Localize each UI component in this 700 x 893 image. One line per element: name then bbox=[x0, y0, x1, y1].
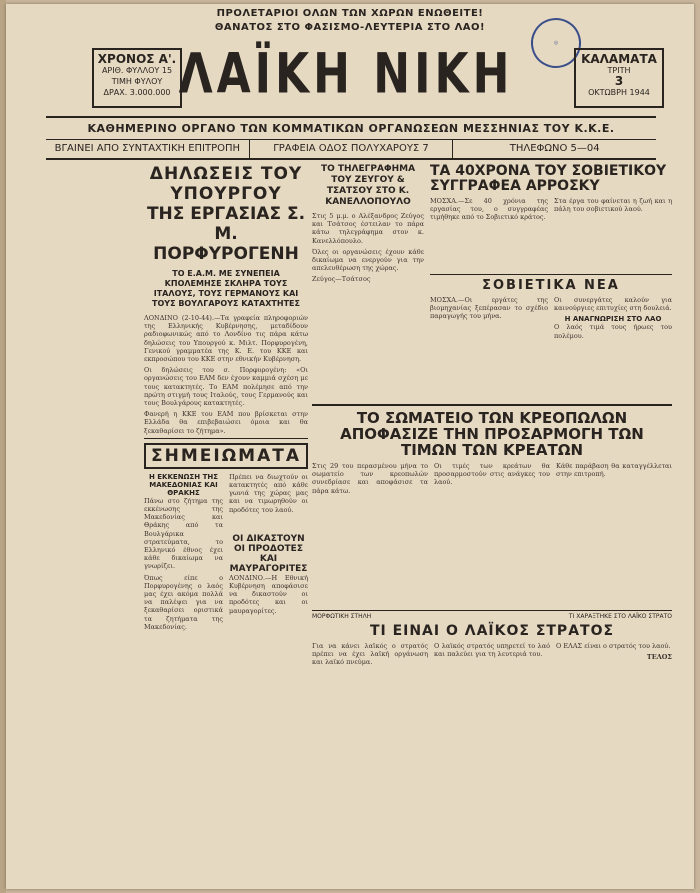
motto-line-2: ΘΑΝΑΤΟΣ ΣΤΟ ΦΑΣΙΣΜΟ-ΛΕΥΤΕΡΙΑ ΣΤΟ ΛΑΟ! bbox=[214, 22, 486, 33]
newspaper-title: ΛΑΪΚΗ ΝΙΚΗ bbox=[178, 42, 514, 107]
telegram-body: Στις 5 μ.μ. ο Αλέξανδρος Ζεύγος και Τσάτσος έστειλαν το πάρα κάτω τηλεγράφημα στον κ. Κανελλόπουλο. bbox=[312, 212, 424, 245]
article-body: ΛΟΝΔΙΝΟ (2-10-44).—Τα γραφεία πληροφοριών της Ελληνικής Κυβέρνησης, μεταδίδουν ραδιοφωνικώς από το Λονδίνο τις πάρα κάτω δηλώσεις του Υπουργού κ. Μιλτ. Πορφυρογένη, Γενικού γραμματέα της Κ. Ε. του ΚΚΕ και εκπροσώπου του ΚΚΕ στην εθνικήν Κυβέρνηση. bbox=[144, 314, 308, 364]
newspaper-page bbox=[6, 4, 694, 889]
courts-heading: ΟΙ ΔΙΚΑΣΤΟΥΝ ΟΙ ΠΡΟΔΟΤΕΣ ΚΑΙ ΜΑΥΡΑΓΟΡΙΤΕΣ bbox=[229, 533, 308, 574]
writer-article bbox=[430, 164, 672, 272]
article-headline: ΔΗΛΩΣΕΙΣ ΤΟΥ ΥΠΟΥΡΓΟΥ bbox=[149, 164, 303, 204]
army-body: Ο λαϊκός στρατός υπηρετεί το λαό και παλεύει για τη λευτεριά του. bbox=[434, 642, 550, 659]
motto-line-1: ΠΡΟΛΕΤΑΡΙΟΙ ΟΛΩΝ ΤΩΝ ΧΩΡΩΝ ΕΝΩΘΕΙΤΕ! bbox=[216, 8, 484, 19]
writer-body: ΜΟΣΧΑ.—Σε 40 χρόνια της εργασίας του, ο συγγραφέας τιμήθηκε από το Σοβιετικό κράτος. bbox=[430, 197, 548, 222]
newspaper-subtitle: ΚΑΘΗΜΕΡΙΝΟ ΟΡΓΑΝΟ ΤΩΝ ΚΟΜΜΑΤΙΚΩΝ ΟΡΓΑΝΩΣΕΩΝ ΜΕΣΣΗΝΙΑΣ ΤΟΥ Κ.Κ.Ε. bbox=[46, 116, 656, 140]
butchers-headline: ΤΟ ΣΩΜΑΤΕΙΟ ΤΩΝ ΚΡΕΟΠΩΛΩΝ ΑΠΟΦΑΣΙΖΕ ΤΗΝ ΠΡΟΣΑΡΜΟΓΗ ΤΩΝ ΤΙΜΩΝ ΤΩΝ ΚΡΕΑΤΩΝ bbox=[340, 409, 644, 459]
army-end: ΤΕΛΟΣ bbox=[646, 653, 672, 662]
telegram-signature: Ζεύγος—Τσάτσος bbox=[312, 275, 371, 284]
courts-body: ΛΟΝΔΙΝΟ.—Η Εθνική Κυβέρνηση αποφάσισε να δικαστούν οι προδότες και οι μαυραγορίτες. bbox=[229, 573, 308, 615]
library-stamp-icon: ◎ bbox=[525, 12, 586, 73]
article-subheadline: ΤΟ Ε.Α.Μ. ΜΕ ΣΥΝΕΠΕΙΑ ΚΠΟΛΕΜΗΣΕ ΣΚΛΗΡΑ ΤΟΥΣ ΙΤΑΛΟΥΣ, ΤΟΥΣ ΓΕΡΜΑΝΟΥΣ ΚΑΙ ΤΟΥΣ ΒΟΥΛΓΑΡΟΥΣ ΚΑΤΑΧΤΗΤΕΣ bbox=[152, 269, 300, 308]
phone-text: ΤΗΛΕΦΩΝΟ 5—04 bbox=[509, 143, 600, 154]
soviet-body: ΜΟΣΧΑ.—Οι εργάτες της βιομηχανίας ξεπέρασαν το σχέδιο παραγωγής του μήνα. bbox=[430, 296, 548, 321]
butchers-body: Κάθε παράβαση θα καταγγέλλεται στην επιτροπή. bbox=[556, 462, 672, 479]
telegram-headline: ΤΟ ΤΗΛΕΓΡΑΦΗΜΑ ΤΟΥ ΖΕΥΓΟΥ & ΤΣΑΤΣΟΥ ΣΤΟ Κ. ΚΑΝΕΛΛΟΠΟΥΛΟ bbox=[320, 164, 416, 207]
article-headline-2: ΤΗΣ ΕΡΓΑΣΙΑΣ Σ. Μ. ΠΟΡΦΥΡΟΓΕΝΗ bbox=[146, 204, 306, 264]
left-column bbox=[144, 164, 308, 879]
notes-heading: ΣΗΜΕΙΩΜΑΤΑ bbox=[144, 443, 308, 469]
butchers-body: Οι τιμές των κρεάτων θα προσαρμοστούν στις ανάγκες του λαού. bbox=[434, 462, 550, 487]
date-box: ΚΑΛΑΜΑΤΑ ΤΡΙΤΗ 3 ΟΚΤΩΒΡΗ 1944 bbox=[574, 48, 664, 108]
soviet-body: Οι συνεργάτες καλούν για καινούργιες επιτυχίες στη δουλειά. bbox=[554, 296, 672, 313]
publisher-text: ΒΓΑΙΝΕΙ ΑΠΟ ΣΥΝΤΑΧΤΙΚΗ ΕΠΙΤΡΟΠΗ bbox=[46, 140, 250, 158]
army-article bbox=[312, 610, 672, 881]
army-body: Ο ΕΛΑΣ είναι ο στρατός του λαού. bbox=[556, 642, 671, 650]
writer-body: Στα έργα του φαίνεται η ζωή και η πάλη του σοβιετικού λαού. bbox=[554, 197, 672, 214]
issue-box: ΧΡΟΝΟΣ Α'. ΑΡΙΘ. ΦΥΛΛΟΥ 15 ΤΙΜΗ ΦΥΛΟΥ ΔΡΑΧ. 3.000.000 bbox=[92, 48, 182, 108]
soviet-headline: ΣΟΒΙΕΤΙΚΑ ΝΕΑ bbox=[482, 278, 620, 293]
office-text: ΓΡΑΦΕΙΑ ΟΔΟΣ ΠΟΛΥΧΑΡΟΥΣ 7 bbox=[250, 140, 454, 158]
article-body: Οι δηλώσεις του σ. Πορφυρογένη: «Οι οργανώσεις του ΕΑΜ δεν έχουν καμμιά σχέση με τους κατακτητές. Το ΕΑΜ πολέμησε από την πρώτη στιγμή τους Ιταλούς, τους Γερμανούς και τους Βουλγάρους κατακτητές. bbox=[144, 366, 308, 408]
butchers-article bbox=[312, 404, 672, 606]
notes-body: Πρέπει να διωχτούν οι κατακτητές από κάθε γωνιά της χώρας μας και να τιμωρηθούν οι προδότες του λαού. bbox=[229, 472, 308, 514]
army-body: Για να κάνει λαϊκός ο στρατός πρέπει να έχει λαϊκή οργάνωση και λαϊκό πνεύμα. bbox=[312, 642, 428, 667]
soviet-body: Ο λαός τιμά τους ήρωες του πολέμου. bbox=[554, 323, 672, 340]
soviet-subheading: Η ΑΝΑΓΝΩΡΙΣΗ ΣΤΟ ΛΑΟ bbox=[564, 315, 662, 324]
notes-subheading: Η ΕΚΚΕΝΩΣΗ ΤΗΣ ΜΑΚΕΔΟΝΙΑΣ ΚΑΙ ΘΡΑΚΗΣ bbox=[148, 472, 218, 497]
telegram-body: Όλες οι οργανώσεις έχουν κάθε δικαίωμα να ενεργούν για την απελευθέρωση της χώρας. bbox=[312, 247, 424, 273]
soviet-news bbox=[430, 274, 672, 403]
writer-headline: ΤΑ 40ΧΡΟΝΑ ΤΟΥ ΣΟΒΙΕΤΙΚΟΥ ΣΥΓΓΡΑΦΕΑ ΑΡΡΟΣΚΥ bbox=[430, 164, 667, 194]
info-bar bbox=[46, 140, 656, 160]
article-body: Φανερή η ΚΚΕ του ΕΑΜ που βρίσκεται στην Ελλάδα θα επιβεβαιώσει όμοια και θα ξεκαθαρίσει το ζήτημα». bbox=[144, 410, 308, 435]
army-headline: ΤΙ ΕΙΝΑΙ Ο ΛΑΪΚΟΣ ΣΤΡΑΤΟΣ bbox=[369, 623, 615, 639]
army-kicker: ΜΟΡΦΩΤΙΚΗ ΣΤΗΛΗ bbox=[312, 613, 372, 620]
notes-body: Όπως είπε ο Πορφυρογένης ο λαός μας έχει ακόμα πολλά να παλέψει για να ξεκαθαρίσει οριστικά τα ζητήματα της Μακεδονίας. bbox=[144, 573, 223, 631]
butchers-body: Στις 29 του περασμένου μήνα το σωματείο των κρεοπωλών συνεδρίασε και αποφάσισε τα πάρα κάτω. bbox=[312, 462, 428, 495]
notes-body: Πάνω στο ζήτημα της εκκένωσης της Μακεδονίας και Θράκης από τα Βουλγάρικα στρατεύματα, το Ελληνικό έθνος έχει κάθε δικαίωμα να γνωρίζει. bbox=[144, 496, 223, 571]
army-dateline: ΤΙ ΧΑΡΑΞΤΗΚΕ ΣΤΟ ΛΑΪΚΟ ΣΤΡΑΤΟ bbox=[568, 613, 672, 620]
telegram-column bbox=[312, 164, 424, 402]
